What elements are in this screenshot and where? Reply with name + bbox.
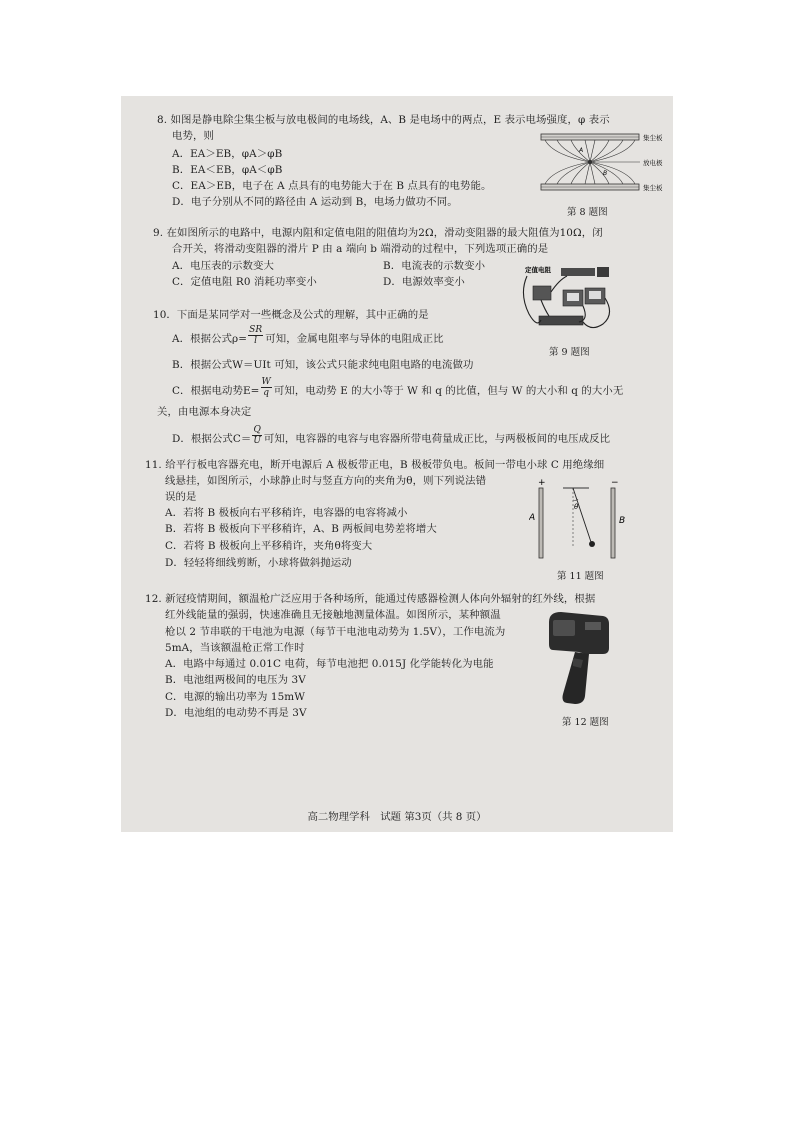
svg-text:B: B xyxy=(603,170,608,177)
q8-stem-line2: 电势，则 xyxy=(172,130,214,142)
q11-fig-label-b: B xyxy=(619,516,626,526)
q10-c-suffix: 可知，电动势 E 的大小等于 W 和 q 的比值，但与 W 的大小和 q 的大小无 xyxy=(273,385,624,397)
q8-figure-field-lines xyxy=(533,130,671,196)
page-footer: 高二物理学科 试题 第3页（共 8 页） xyxy=(307,811,487,823)
q10-a-suffix: 可知，金属电阻率与导体的电阻成正比 xyxy=(265,333,444,345)
q10-option-c-line2: 关，由电源本身决定 xyxy=(157,406,252,418)
q9-stem-line1: 9. 在如图所示的电路中，电源内阻和定值电阻的阻值均为2Ω，滑动变阻器的最大阻值为10Ω，闭 xyxy=(153,227,603,239)
q8-option-c: C．EA＞EB，电子在 A 点具有的电势能大于在 B 点具有的电势能。 xyxy=(172,180,492,192)
q11-figure-caption: 第 11 题图 xyxy=(557,571,604,582)
q10-option-d xyxy=(172,424,611,446)
q8-option-d: D．电子分别从不同的路径由 A 运动到 B，电场力做功不同。 xyxy=(172,196,458,208)
q11-stem-line2: 线悬挂，如图所示，小球静止时与竖直方向的夹角为θ，则下列说法错 xyxy=(165,475,487,487)
q11-figure-capacitor xyxy=(529,478,633,562)
q10-d-fraction xyxy=(252,425,261,446)
q12-option-a: A．电路中每通过 0.01C 电荷，每节电池把 0.015J 化学能转化为电能 xyxy=(165,658,494,670)
q11-fig-plus: + xyxy=(538,478,546,488)
q9-fig-label: 定值电阻 xyxy=(525,266,551,274)
q8-option-b: B．EA＜EB，φA＜φB xyxy=(172,164,283,176)
q10-option-b: B．根据公式W＝UIt 可知，该公式只能求纯电阻电路的电流做功 xyxy=(172,359,474,371)
q10-c-fraction xyxy=(261,377,272,398)
q12-figure-caption: 第 12 题图 xyxy=(562,717,609,728)
q8-fig-label-top: 集尘板 xyxy=(643,134,663,142)
q8-figure-caption: 第 8 题图 xyxy=(567,207,608,218)
q10-option-a xyxy=(172,324,444,346)
q12-stem-line3: 枪以 2 节串联的干电池为电源（每节干电池电动势为 1.5V），工作电流为 xyxy=(165,626,506,638)
q11-option-a: A．若将 B 极板向右平移稍许，电容器的电容将减小 xyxy=(165,507,408,519)
q11-stem-line1: 11. 给平行板电容器充电，断开电源后 A 极板带正电，B 极板带负电。板间一带电小球 C 用绝缘细 xyxy=(145,459,605,471)
q12-figure-thermometer-gun xyxy=(545,608,615,708)
q11-fig-theta: θ xyxy=(574,503,579,511)
q11-option-b: B．若将 B 极板向下平移稍许，A、B 两板间电势差将增大 xyxy=(165,523,437,535)
q12-stem-line2: 红外线能量的强弱，快速准确且无接触地测量体温。如图所示，某种额温 xyxy=(165,609,501,621)
q10-d-numerator: Q xyxy=(253,424,261,435)
scanned-exam-page xyxy=(121,96,673,832)
q12-option-d: D．电池组的电动势不再是 3V xyxy=(165,707,307,719)
q11-option-d: D．轻轻将细线剪断，小球将做斜抛运动 xyxy=(165,557,352,569)
q11-fig-minus: − xyxy=(611,478,619,488)
q9-option-b: B．电流表的示数变小 xyxy=(383,260,486,272)
q10-stem: 10．下面是某同学对一些概念及公式的理解，其中正确的是 xyxy=(153,309,429,321)
q10-a-numerator: SR xyxy=(249,324,263,335)
q12-stem-line4: 5mA，当该额温枪正常工作时 xyxy=(165,642,305,654)
q8-fig-label-mid: 放电极 xyxy=(643,159,663,167)
q12-option-c: C．电源的输出功率为 15mW xyxy=(165,691,306,703)
q9-stem-line2: 合开关，将滑动变阻器的滑片 P 由 a 端向 b 端滑动的过程中，下列选项正确的是 xyxy=(172,243,549,255)
q10-c-denominator: q xyxy=(263,387,270,398)
q10-option-c xyxy=(172,376,624,398)
q9-option-d: D．电源效率变小 xyxy=(383,276,465,288)
q10-c-prefix: C．根据电动势E= xyxy=(172,385,260,397)
q10-a-fraction xyxy=(248,325,263,346)
q10-a-denominator: l xyxy=(254,335,258,346)
q8-stem-line1: 8. 如图是静电除尘集尘板与放电极间的电场线，A、B 是电场中的两点，E 表示电场强度，φ 表示 xyxy=(157,114,610,126)
q12-stem-line1: 12. 新冠疫情期间，额温枪广泛应用于各种场所，能通过传感器检测人体向外辐射的红外线，根据 xyxy=(145,593,596,605)
q11-stem-line3: 误的是 xyxy=(165,491,197,503)
q9-figure-circuit xyxy=(519,264,615,336)
q8-option-a: A．EA＞EB，φA＞φB xyxy=(172,148,283,160)
q9-option-a: A．电压表的示数变大 xyxy=(172,260,275,272)
q10-a-prefix: A．根据公式ρ= xyxy=(172,333,248,345)
q10-c-numerator: W xyxy=(261,376,271,387)
q8-fig-label-bot: 集尘板 xyxy=(643,184,663,192)
svg-text:A: A xyxy=(579,147,584,154)
q11-fig-label-a: A xyxy=(529,513,536,523)
q10-d-denominator: U xyxy=(253,435,262,446)
q11-option-c: C．若将 B 极板向上平移稍许，夹角θ将变大 xyxy=(165,540,373,552)
q12-option-b: B．电池组两极间的电压为 3V xyxy=(165,674,306,686)
q10-d-prefix: D．根据公式C＝ xyxy=(172,433,252,445)
q9-option-c: C．定值电阻 R0 消耗功率变小 xyxy=(172,276,317,288)
q9-figure-caption: 第 9 题图 xyxy=(549,347,590,358)
q10-d-suffix: 可知，电容器的电容与电容器所带电荷量成正比，与两极板间的电压成反比 xyxy=(263,433,611,445)
